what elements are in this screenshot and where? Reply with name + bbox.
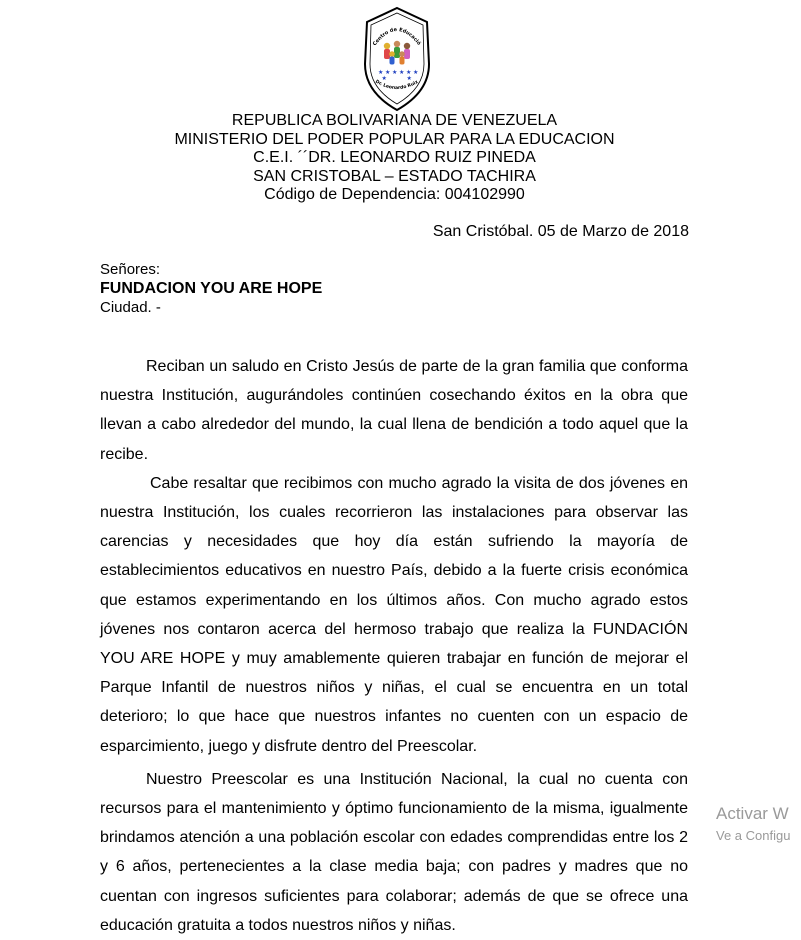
svg-text:★: ★ (399, 70, 405, 76)
watermark-line-2: Ve a Configu (716, 828, 791, 843)
svg-text:★: ★ (406, 70, 412, 76)
body-paragraph-3: Nuestro Preescolar es una Institución Nacional, la cual no cuenta con recursos para el mantenimiento y óptimo funcionamiento de la misma, igualmente brindamos atención a una población escolar con edades comprendidas entre los 2 y 6 años, pertenecientes a la clase media baja; con padres y madres que no cuentan con ingresos suficientes para colaborar; además de que se ofrece una educación gratuita a todos nuestros niños y niñas. (100, 770, 688, 934)
logo-arc-text: Centro de Educació (371, 26, 422, 48)
letter-body (100, 352, 688, 940)
school-logo (357, 4, 437, 114)
letterhead (100, 112, 689, 205)
body-paragraph-2: Cabe resaltar que recibimos con mucho agrado la visita de dos jóvenes en nuestra Institución, los cuales recorrieron las instalaciones para observar las carencias y necesidades que hoy día están sufriendo la mayoría de establecimientos educativos en nuestro País, debido a la fuerte crisis económica que estamos experimentando en los últimos años. Con mucho agrado estos jóvenes nos contaron acerca del hermoso trabajo que realiza la FUNDACIÓN YOU ARE HOPE y muy amablemente quieren trabajar en función de mejorar el Parque Infantil de nuestros niños y niñas, el cual se encuentra en un total deterioro; lo que hace que nuestros infantes no cuenten con un espacio de esparcimiento, juego y disfrute dentro del Preescolar. (100, 474, 688, 755)
recipient-city: Ciudad. - (100, 299, 161, 316)
salutation: Señores: (100, 261, 161, 278)
logo-bottom-text: Dr. Leonardo Ruiz (374, 79, 420, 92)
recipient-organization: FUNDACION YOU ARE HOPE (100, 280, 323, 297)
school-shield-icon (357, 4, 437, 114)
svg-text:★: ★ (413, 70, 419, 76)
header-location: SAN CRISTOBAL – ESTADO TACHIRA (253, 167, 536, 185)
header-republic: REPUBLICA BOLIVARIANA DE VENEZUELA (231, 112, 558, 129)
header-ministry: MINISTERIO DEL PODER POPULAR PARA LA EDUCACION (174, 130, 615, 148)
svg-text:★: ★ (406, 76, 412, 82)
windows-activation-watermark (716, 804, 790, 843)
addressee-block (100, 260, 322, 317)
header-school: C.E.I. ´´DR. LEONARDO RUIZ PINEDA (253, 149, 536, 167)
svg-text:★: ★ (385, 70, 391, 76)
body-paragraph-1: Reciban un saludo en Cristo Jesús de parte de la gran familia que conforma nuestra Institución, augurándoles continúen cosechando éxitos en la obra que llevan a cabo alrededor del mundo, la cual llena de bendición a todo aquel que la recibe. (100, 358, 688, 463)
watermark-line-1: Activar W (716, 804, 789, 823)
svg-text:★: ★ (392, 70, 398, 76)
header-dependency-code: Código de Dependencia: 004102990 (264, 186, 525, 204)
svg-text:★: ★ (378, 70, 384, 76)
svg-text:★: ★ (381, 76, 387, 82)
letter-date: San Cristóbal. 05 de Marzo de 2018 (432, 223, 689, 240)
